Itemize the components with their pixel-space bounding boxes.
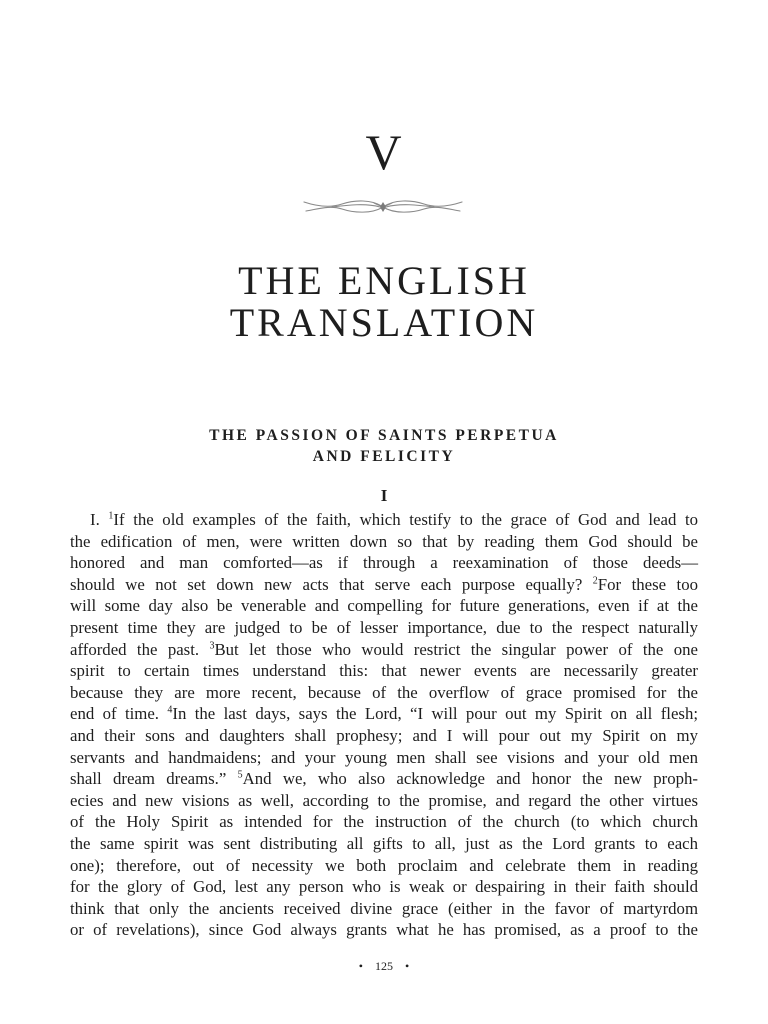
verse-number: 2 bbox=[592, 575, 598, 587]
text-line bbox=[70, 898, 698, 920]
text-line bbox=[70, 919, 698, 941]
text-line bbox=[70, 768, 698, 790]
text-line bbox=[70, 574, 698, 596]
text-line bbox=[70, 639, 698, 661]
section-title-line: AND FELICITY bbox=[312, 448, 456, 465]
text-line bbox=[70, 595, 698, 617]
text-segment: If the old examples of the faith, which testify to the grace of God and lead to bbox=[113, 510, 699, 529]
text-segment: one); therefore, out of necessity we both proclaim and celebrate them in reading bbox=[70, 855, 698, 875]
chapter-title bbox=[0, 260, 768, 344]
text-segment: end of time. bbox=[70, 704, 168, 724]
text-segment: honored and man comforted—as if through a reexamination of those deeds— bbox=[70, 553, 698, 573]
text-segment: the edification of men, were written down so that by reading them God should be bbox=[70, 531, 698, 551]
text-segment: will some day also be venerable and compelling for future generations, even if at the bbox=[70, 596, 698, 616]
text-line bbox=[70, 552, 698, 574]
text-line bbox=[70, 833, 698, 855]
text-segment: think that only the ancients received divine grace (either in the favor of martyrdom bbox=[70, 898, 698, 918]
text-segment: servants and handmaidens; and your young men shall see visions and your old men bbox=[70, 747, 698, 767]
text-segment: should we not set down new acts that serve each purpose equally? bbox=[70, 574, 593, 594]
verse-number: 3 bbox=[209, 639, 215, 651]
page-number: 125 bbox=[375, 959, 393, 973]
verse-number: 4 bbox=[167, 704, 173, 716]
text-line bbox=[70, 790, 698, 812]
text-line bbox=[70, 703, 698, 725]
section-title bbox=[0, 425, 768, 467]
chapter-title-line: TRANSLATION bbox=[229, 300, 539, 345]
bullet-icon: • bbox=[405, 959, 410, 973]
text-segment: of the Holy Spirit as intended for the instruction of the church (to which church bbox=[70, 812, 698, 832]
text-line bbox=[70, 855, 698, 877]
text-segment: spirit to certain times understand this: that newer events are necessarily greater bbox=[70, 661, 698, 681]
text-segment: But let those who would restrict the singular power of the one bbox=[214, 639, 698, 659]
part-number: I bbox=[380, 486, 388, 505]
body-text bbox=[70, 509, 698, 941]
text-segment: I. bbox=[90, 510, 109, 529]
bullet-icon: • bbox=[358, 959, 363, 973]
text-segment: the same spirit was sent distributing all gifts to all, just as the Lord grants to each bbox=[70, 833, 698, 853]
text-segment: present time they are judged to be of lesser importance, due to the respect naturally bbox=[70, 617, 698, 637]
section-title-line: THE PASSION OF SAINTS PERPETUA bbox=[209, 427, 559, 444]
text-line bbox=[70, 747, 698, 769]
text-line bbox=[70, 811, 698, 833]
text-line bbox=[70, 509, 698, 531]
text-segment: afforded the past. bbox=[70, 639, 210, 659]
text-line bbox=[70, 876, 698, 898]
text-segment: and their sons and daughters shall prophesy; and I will pour out my Spirit on my bbox=[70, 725, 698, 745]
chapter-number: V bbox=[365, 124, 403, 180]
verse-number: 1 bbox=[108, 510, 114, 522]
text-segment: because they are more recent, because of the overflow of grace promised for the bbox=[70, 682, 698, 702]
chapter-title-line: THE ENGLISH bbox=[238, 258, 530, 303]
text-segment: ecies and new visions as well, according to the promise, and regard the other virtues bbox=[70, 790, 698, 810]
text-segment: shall dream dreams.” bbox=[70, 769, 238, 789]
text-line bbox=[70, 660, 698, 682]
verse-number: 5 bbox=[237, 769, 243, 781]
text-line bbox=[70, 682, 698, 704]
text-segment: for the glory of God, lest any person who is weak or despairing in their faith should bbox=[70, 877, 698, 897]
flourish-ornament-icon bbox=[302, 196, 464, 218]
text-segment: In the last days, says the Lord, “I will pour out my Spirit on all flesh; bbox=[172, 704, 699, 724]
text-line bbox=[70, 725, 698, 747]
text-segment: or of revelations), since God always grants what he has promised, as a proof to the bbox=[70, 920, 698, 940]
text-line bbox=[70, 531, 698, 553]
text-line bbox=[70, 617, 698, 639]
page-footer bbox=[0, 958, 768, 974]
text-segment: For these too bbox=[597, 574, 698, 594]
text-segment: And we, who also acknowledge and honor the new proph- bbox=[242, 769, 698, 789]
